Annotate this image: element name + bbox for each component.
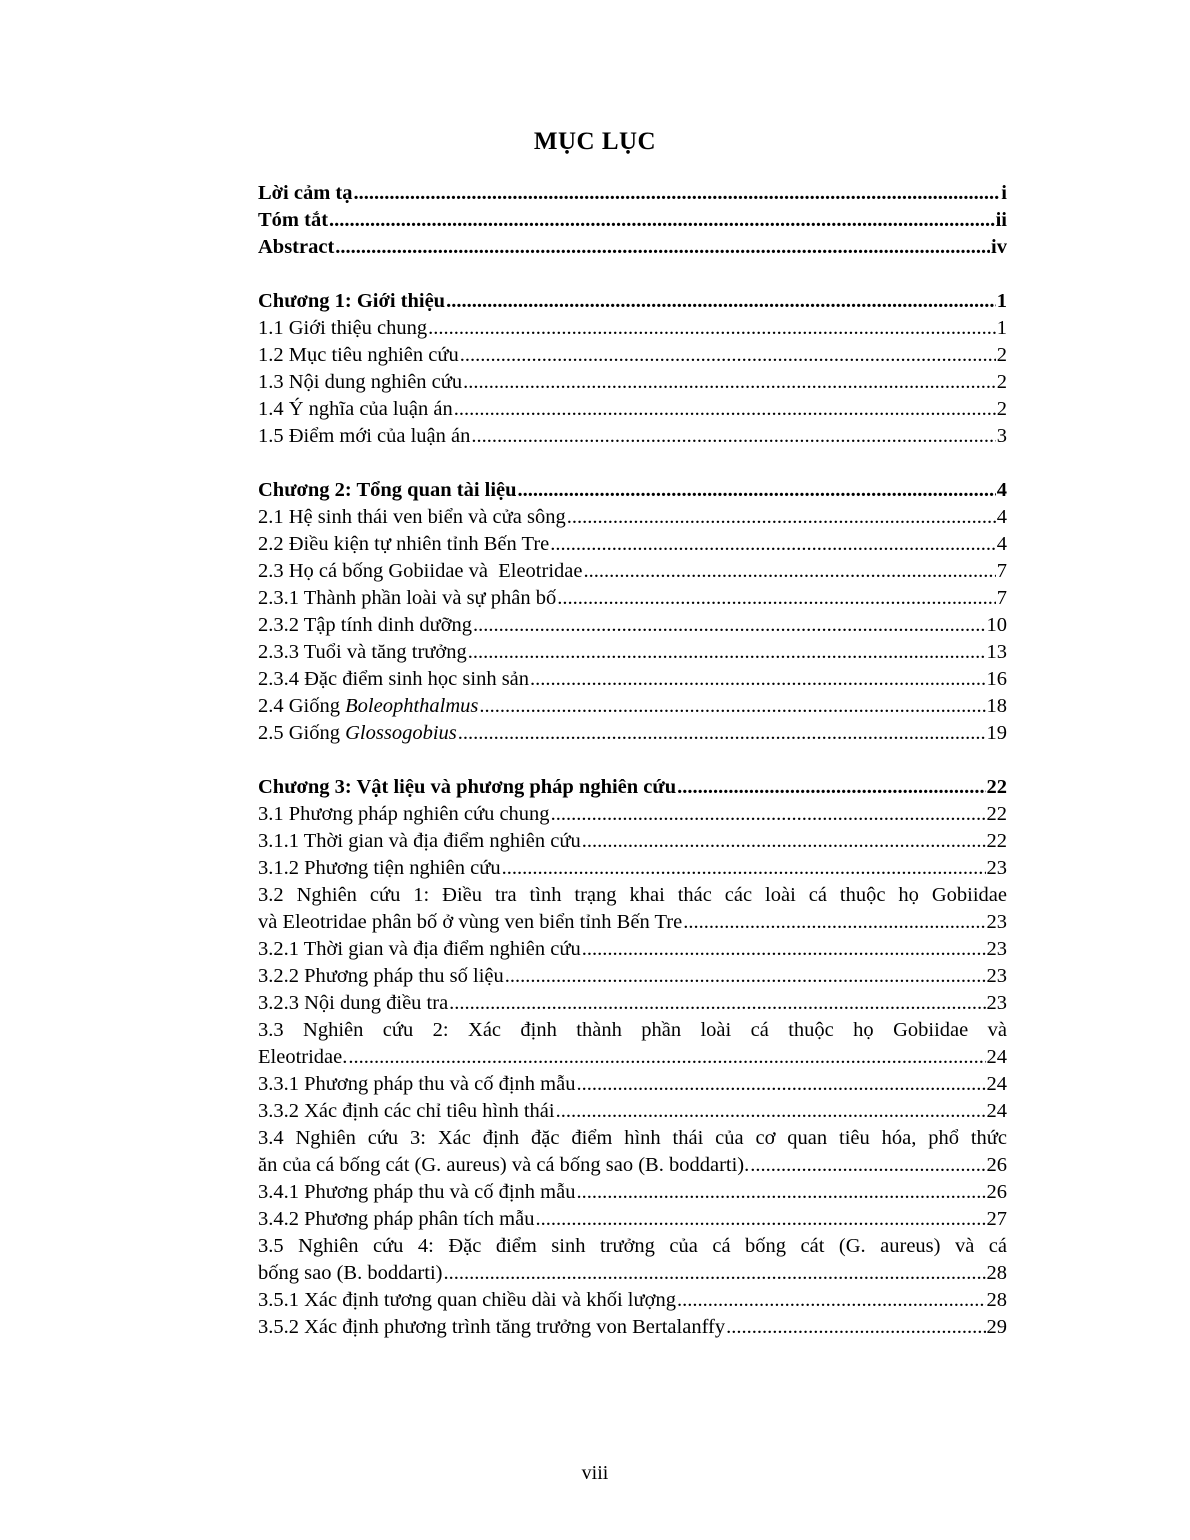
toc-page-number: 4 [996,479,1007,501]
toc-page-number: 22 [986,830,1007,852]
toc-entry-text: Lời cảm tạ [258,182,353,204]
toc-entry[interactable] [258,909,1007,936]
table-of-contents [258,180,1007,1341]
toc-entry-text: Chương 2: Tổng quan tài liệu [258,479,517,501]
toc-entry[interactable] [258,1260,1007,1287]
toc-dot-leader [677,774,985,801]
toc-entry-text: 3.1.2 Phương tiện nghiên cứu [258,857,501,879]
toc-page-number: 23 [986,965,1007,987]
toc-entry-text: 3.3.2 Xác định các chỉ tiêu hình thái [258,1100,555,1122]
toc-entry[interactable] [258,369,1007,396]
toc-entry-label [258,423,470,450]
toc-entry-text: 2.4 Giống [258,695,346,717]
toc-entry-label [258,1152,749,1179]
toc-entry-italic-text: Glossogobius [345,722,457,744]
toc-dot-leader [556,1098,986,1125]
toc-entry-text: 2.3.3 Tuổi và tăng trưởng [258,641,467,663]
toc-heading-entry[interactable] [258,774,1007,801]
toc-entry[interactable] [258,693,1007,720]
toc-entry-label [258,504,566,531]
toc-entry-text: 2.3.1 Thành phần loài và sự phân bố [258,587,557,609]
toc-entry[interactable] [258,585,1007,612]
toc-entry[interactable] [258,720,1007,747]
toc-entry[interactable] [258,1071,1007,1098]
toc-heading-entry[interactable] [258,180,1007,207]
toc-page-number: 16 [986,668,1007,690]
toc-entry-label [258,990,448,1017]
toc-entry-label [258,477,517,504]
toc-page-number: 2 [996,398,1007,420]
toc-entry[interactable] [258,558,1007,585]
toc-title: MỤC LỤC [533,128,657,155]
toc-entry-text: 3.4.2 Phương pháp phân tích mẫu [258,1208,535,1230]
toc-entry-text: 3.2.2 Phương pháp thu số liệu [258,965,504,987]
toc-entry-text: 3.5.2 Xác định phương trình tăng trưởng von Bertalanffy [258,1316,726,1338]
toc-page-number: 24 [986,1100,1007,1122]
toc-entry-label [258,801,550,828]
toc-dot-leader [335,234,990,261]
toc-dot-leader [353,180,1000,207]
toc-page-number: 22 [986,776,1007,798]
toc-entry-text: 3.1 Phương pháp nghiên cứu chung [258,803,550,825]
toc-dot-leader [505,963,986,990]
toc-entry-text: 3.4.1 Phương pháp thu và cố định mẫu [258,1181,576,1203]
toc-dot-leader [473,612,985,639]
toc-entry-label [258,1044,347,1071]
toc-entry-label [258,1287,676,1314]
toc-entry-text: và Eleotridae phân bố ở vùng ven biển tỉnh Bến Tre [258,911,683,933]
toc-entry-text: 2.2 Điều kiện tự nhiên tỉnh Bến Tre [258,533,550,555]
toc-dot-leader [576,1071,985,1098]
toc-entry-label [258,1098,555,1125]
toc-page-number: 3 [996,425,1007,447]
toc-entry[interactable] [258,342,1007,369]
toc-entry-italic-text: Boleophthalmus [345,695,479,717]
toc-entry-text: 1.5 Điểm mới của luận án [258,425,471,447]
toc-entry-label [258,207,328,234]
toc-entry[interactable] [258,1287,1007,1314]
toc-dot-leader [726,1314,985,1341]
toc-dot-leader [557,585,995,612]
toc-page-number: 28 [986,1289,1007,1311]
toc-entry-label [258,369,462,396]
toc-page-number: 23 [986,911,1007,933]
toc-entry-label [258,855,501,882]
toc-entry-text: 2.1 Hệ sinh thái ven biển và cửa sông [258,506,566,528]
toc-dot-leader [463,369,996,396]
toc-entry[interactable] [258,639,1007,666]
toc-entry[interactable] [258,1314,1007,1341]
toc-page-number: 26 [986,1181,1007,1203]
toc-entry-label [258,315,427,342]
toc-entry-label [258,666,529,693]
toc-entry-label [258,828,581,855]
toc-entry-label [258,693,478,720]
toc-dot-leader [446,288,996,315]
toc-entry-line: 3.4 Nghiên cứu 3: Xác định đặc điểm hình thái của cơ quan tiêu hóa, phổ thức [258,1127,1007,1149]
toc-entry-label [258,180,352,207]
toc-entry[interactable] [258,423,1007,450]
toc-entry[interactable] [258,1098,1007,1125]
toc-entry[interactable] [258,315,1007,342]
toc-entry-label [258,963,504,990]
toc-heading-entry[interactable] [258,477,1007,504]
toc-page-number: 19 [986,722,1007,744]
toc-page-number: 1 [996,290,1007,312]
toc-entry-text: 2.3.2 Tập tính dinh dưỡng [258,614,473,636]
toc-dot-leader [502,855,986,882]
toc-entry-text: Chương 1: Giới thiệu [258,290,446,312]
toc-dot-leader [471,423,995,450]
toc-dot-leader [551,801,986,828]
toc-page-number: 24 [986,1073,1007,1095]
toc-page-number: 2 [996,371,1007,393]
toc-dot-leader [329,207,995,234]
toc-entry-text: 1.2 Mục tiêu nghiên cứu [258,344,459,366]
toc-dot-leader [443,1260,985,1287]
toc-entry-text: Eleotridae. [258,1046,348,1068]
toc-dot-leader [576,1179,985,1206]
toc-entry[interactable] [258,504,1007,531]
toc-entry[interactable] [258,1152,1007,1179]
toc-entry[interactable] [258,1206,1007,1233]
toc-dot-leader [428,315,996,342]
toc-entry[interactable] [258,531,1007,558]
toc-dot-leader [468,639,986,666]
toc-entry[interactable] [258,936,1007,963]
toc-entry-text: 3.3.1 Phương pháp thu và cố định mẫu [258,1073,576,1095]
toc-dot-leader [535,1206,985,1233]
toc-page-number: 28 [986,1262,1007,1284]
toc-entry-label [258,234,334,261]
toc-page-number: 4 [996,533,1007,555]
toc-dot-leader [582,936,986,963]
toc-dot-leader [583,558,995,585]
toc-entry-label [258,639,467,666]
toc-entry[interactable] [258,396,1007,423]
toc-heading-entry[interactable] [258,207,1007,234]
toc-entry[interactable] [258,855,1007,882]
toc-page-number: 7 [996,560,1007,582]
toc-entry[interactable] [258,1044,1007,1071]
toc-entry-text: Tóm tắt [258,209,329,231]
toc-spacer [258,747,1007,774]
toc-entry[interactable] [258,990,1007,1017]
toc-entry-text: 2.3 Họ cá bống Gobiidae và Eleotridae [258,560,583,582]
toc-dot-leader [518,477,996,504]
toc-page-number: iv [991,236,1007,258]
toc-dot-leader [460,342,996,369]
toc-page-number: 7 [996,587,1007,609]
toc-entry-text: 1.3 Nội dung nghiên cứu [258,371,463,393]
toc-page-number: 23 [986,992,1007,1014]
toc-spacer [258,450,1007,477]
toc-entry[interactable] [258,666,1007,693]
toc-page-number: 13 [986,641,1007,663]
toc-entry[interactable] [258,801,1007,828]
toc-heading-entry[interactable] [258,234,1007,261]
toc-entry-text: Chương 3: Vật liệu và phương pháp nghiên cứu [258,776,677,798]
toc-page-number: i [1001,182,1007,204]
toc-entry-label [258,774,676,801]
toc-dot-leader [582,828,986,855]
toc-dot-leader [348,1044,985,1071]
toc-dot-leader [530,666,985,693]
toc-spacer [258,261,1007,288]
toc-page-number: 2 [996,344,1007,366]
toc-entry-line: 3.3 Nghiên cứu 2: Xác định thành phần loài cá thuộc họ Gobiidae và [258,1019,1007,1041]
toc-entry-label [258,936,581,963]
toc-page-number: 4 [996,506,1007,528]
toc-entry-text: 1.1 Giới thiệu chung [258,317,428,339]
toc-entry-text: bống sao (B. boddarti) [258,1262,443,1284]
toc-page-number: 18 [986,695,1007,717]
toc-entry-label [258,531,549,558]
toc-entry-text: 1.4 Ý nghĩa của luận án [258,398,453,420]
toc-entry-text: ăn của cá bống cát (G. aureus) và cá bống sao (B. boddarti). [258,1154,750,1176]
toc-entry-label [258,1314,725,1341]
toc-page-number: 10 [986,614,1007,636]
toc-page-number: 27 [986,1208,1007,1230]
toc-entry-label [258,558,582,585]
toc-entry-text: 2.3.4 Đặc điểm sinh học sinh sản [258,668,530,690]
toc-page-number: 23 [986,938,1007,960]
toc-page-number: 24 [986,1046,1007,1068]
toc-entry[interactable] [258,828,1007,855]
toc-entry-text: 3.2.1 Thời gian và địa điểm nghiên cứu [258,938,581,960]
toc-page-number: 29 [986,1316,1007,1338]
toc-entry-text: 3.5.1 Xác định tương quan chiều dài và khối lượng [258,1289,676,1311]
toc-entry-text: 3.1.1 Thời gian và địa điểm nghiên cứu [258,830,581,852]
toc-dot-leader [677,1287,986,1314]
toc-entry-label [258,612,472,639]
toc-entry-label [258,720,457,747]
toc-entry-label [258,1260,442,1287]
toc-entry-label [258,1206,534,1233]
toc-entry-label [258,585,556,612]
toc-entry-label [258,1179,575,1206]
toc-dot-leader [750,1152,985,1179]
toc-page-number: 23 [986,857,1007,879]
toc-dot-leader [458,720,986,747]
toc-dot-leader [479,693,985,720]
toc-dot-leader [683,909,985,936]
toc-entry-label [258,909,682,936]
toc-entry-label [258,1071,575,1098]
toc-entry-label [258,396,453,423]
page-number-footer: viii [581,1462,609,1484]
toc-entry-label [258,288,445,315]
toc-entry[interactable] [258,1179,1007,1206]
toc-entry-label [258,342,459,369]
toc-entry-line: 3.5 Nghiên cứu 4: Đặc điểm sinh trưởng của cá bống cát (G. aureus) và cá [258,1235,1007,1257]
toc-entry-line: 3.2 Nghiên cứu 1: Điều tra tình trạng khai thác các loài cá thuộc họ Gobiidae [258,884,1007,906]
toc-page-number: ii [995,209,1007,231]
toc-entry-text: 2.5 Giống [258,722,346,744]
toc-entry-text: 3.2.3 Nội dung điều tra [258,992,449,1014]
toc-dot-leader [550,531,995,558]
toc-entry[interactable] [258,612,1007,639]
toc-dot-leader [449,990,985,1017]
toc-heading-entry[interactable] [258,288,1007,315]
toc-page-number: 26 [986,1154,1007,1176]
toc-page-number: 1 [996,317,1007,339]
toc-dot-leader [454,396,996,423]
toc-entry-text: Abstract [258,236,335,258]
toc-page-number: 22 [986,803,1007,825]
toc-entry[interactable] [258,963,1007,990]
toc-dot-leader [567,504,996,531]
